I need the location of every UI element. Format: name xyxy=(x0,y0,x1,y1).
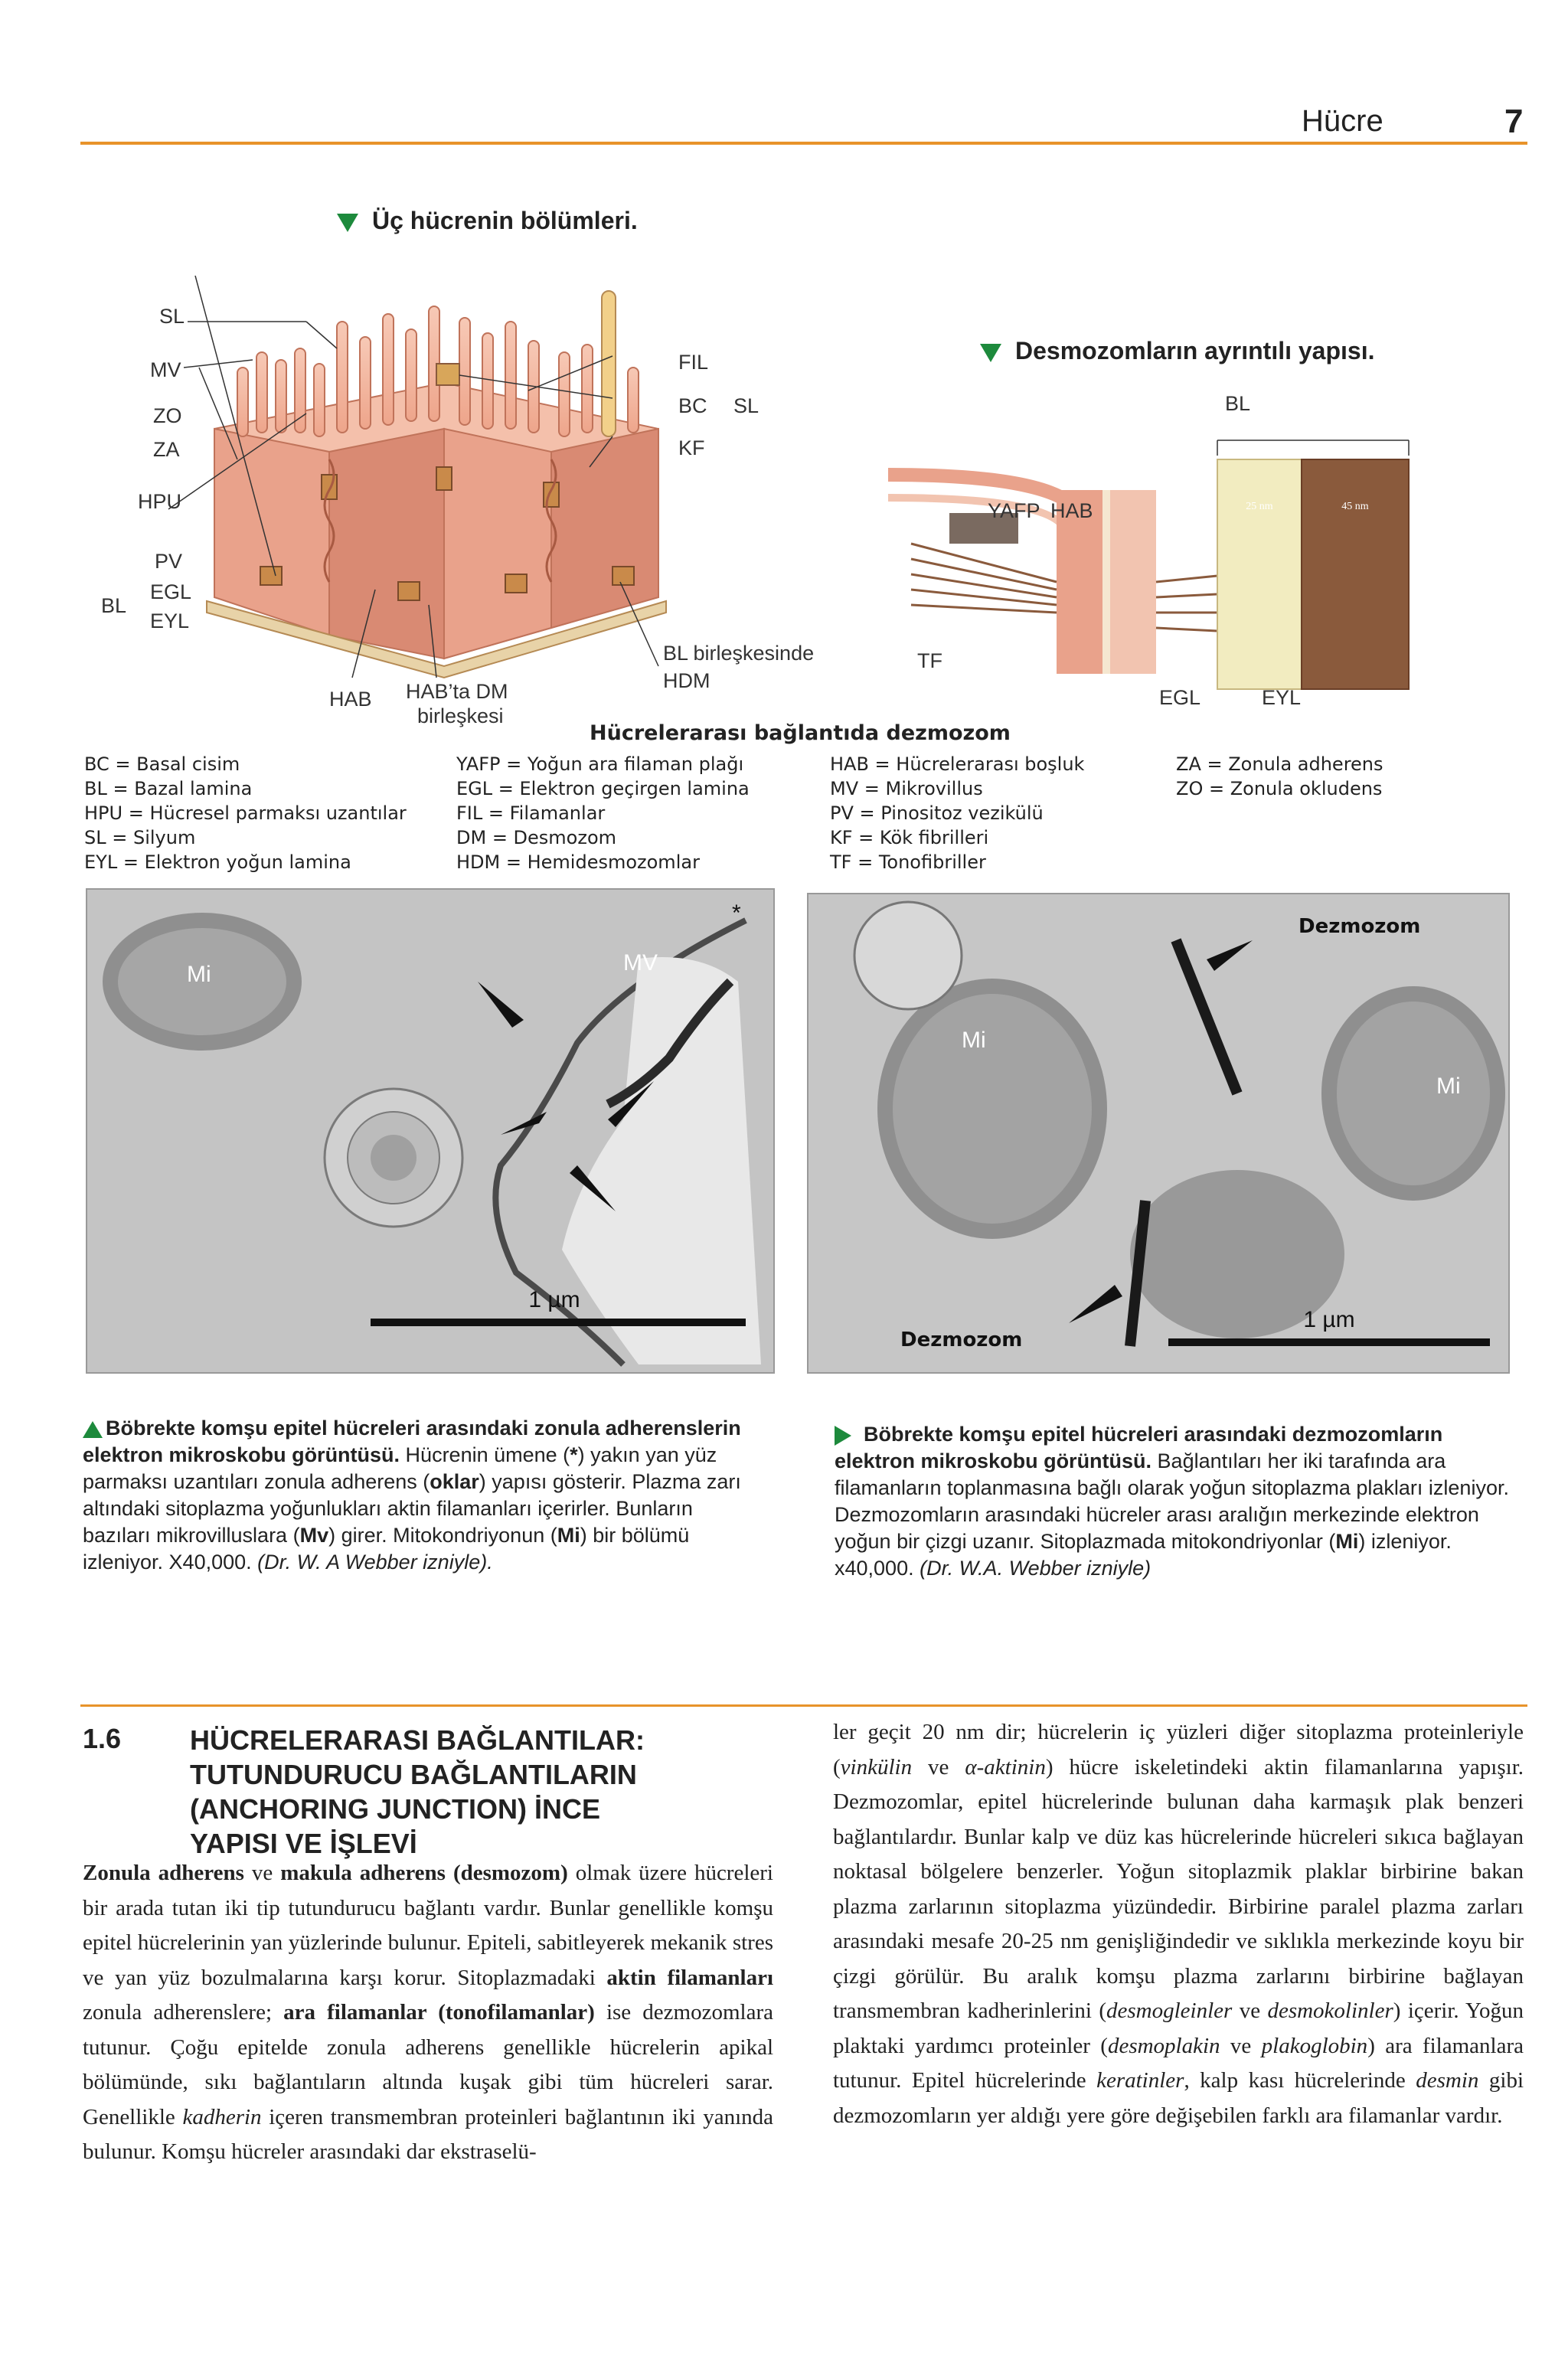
legend-item: HPU = Hücresel parmaksı uzantılar xyxy=(84,802,407,824)
label-za: ZA xyxy=(153,438,180,461)
caption-text: ) yakın yan yüz parmaksı uzantıları zonula adherens ( xyxy=(83,1443,717,1493)
legend-item: YAFP = Yoğun ara filaman plağı xyxy=(456,753,744,775)
caption-left-bold: Böbrekte komşu epitel hücreleri arasındaki zonula adherenslerin elektron mikroskobu görüntüsü. xyxy=(83,1417,741,1466)
label-mi-2: Mi xyxy=(1436,1074,1461,1099)
legend-col4 xyxy=(1176,752,1383,801)
body-column-left xyxy=(83,1856,773,2170)
label-pv: PV xyxy=(155,550,183,573)
width-label-25nm: 25 nm xyxy=(1246,501,1273,512)
section-rule xyxy=(80,1704,1527,1707)
legend-col2 xyxy=(456,752,750,874)
body-text: , kalp kası hücrelerinde xyxy=(1184,2068,1416,2093)
bold-term: aktin filamanları xyxy=(606,1965,773,1990)
label-bl-hdm-2: HDM xyxy=(663,669,710,692)
legend-item: ZA = Zonula adherens xyxy=(1176,753,1383,775)
legend-item: EYL = Elektron yoğun lamina xyxy=(84,851,351,873)
label-mi: Mi xyxy=(187,962,211,987)
italic-term: keratinler xyxy=(1096,2068,1184,2093)
legend-item: MV = Mikrovillus xyxy=(830,778,983,799)
body-paragraph xyxy=(83,1856,773,2170)
section-title-line: YAPISI VE İŞLEVİ xyxy=(190,1828,417,1859)
caption-left xyxy=(83,1415,764,1576)
section-title-line: TUTUNDURUCU BAĞLANTILARIN xyxy=(190,1759,637,1790)
label-star: * xyxy=(732,900,741,926)
label-fig2-hab: HAB xyxy=(1050,499,1093,522)
legend-item: KF = Kök fibrilleri xyxy=(830,827,989,848)
caption-text: ) izleniyor. x40,000. xyxy=(835,1530,1452,1580)
caption-credit: (Dr. W.A. Webber izniyle) xyxy=(920,1557,1152,1580)
legend-item: DM = Desmozom xyxy=(456,827,617,848)
running-header-title: Hücre xyxy=(1302,104,1383,138)
micrograph-image xyxy=(87,890,773,1372)
legend-item: FIL = Filamanlar xyxy=(456,802,606,824)
label-hab-dm-2: birleşkesi xyxy=(417,704,504,727)
label-bl: BL xyxy=(101,594,127,617)
body-column-right xyxy=(833,1715,1524,2133)
italic-term: α-aktinin xyxy=(965,1754,1046,1779)
label-yafp: YAFP xyxy=(988,499,1040,522)
triangle-down-icon xyxy=(337,214,358,232)
legend-item: BL = Bazal lamina xyxy=(84,778,253,799)
body-text: ) ara filamanlara tutunur. Epitel hücrelerinde xyxy=(833,2033,1524,2093)
bold-term: ara filamanlar (tonofilamanlar) xyxy=(283,2000,595,2025)
figure2-title-text: Desmozomların ayrıntılı yapısı. xyxy=(1015,337,1375,364)
caption-mi: Mi xyxy=(557,1524,580,1547)
body-text: gibi dezmozomların yer aldığı yere göre değişebilen farklı ara filamanlar vardır. xyxy=(833,2068,1524,2128)
italic-term: plakoglobin xyxy=(1261,2033,1368,2058)
label-sl-right: SL xyxy=(733,394,760,417)
caption-text: ) yapısı gösterir. Plazma zarı altındaki sitoplazma yoğunlukları aktin filamanları içerirler. Bunların bazıları mikrovilluslara ( xyxy=(83,1470,741,1547)
micrograph-desmosome xyxy=(807,893,1510,1374)
body-text: ) içerir. Yoğun plaktaki yardımcı proteinler ( xyxy=(833,1998,1524,2058)
body-text: olmak üzere hücreleri bir arada tutan iki tip tutundurucu bağlantı vardır. Bunlar genellikle komşu epitel hücrelerinin yan yüzlerinde bulunur. Epiteli, sabitleyerek mekanik stres ve yan yüz bozulmalarına karşı korur. Sitoplazmadaki xyxy=(83,1861,773,1990)
italic-term: kadherin xyxy=(182,2104,262,2129)
label-mi-1: Mi xyxy=(962,1028,986,1053)
micrograph-image xyxy=(808,894,1508,1372)
label-zo: ZO xyxy=(153,404,182,427)
section-title-line: HÜCRELERARASI BAĞLANTILAR: xyxy=(190,1724,645,1756)
triangle-up-icon xyxy=(83,1421,103,1438)
label-hpu: HPU xyxy=(138,490,182,513)
label-egl: EGL xyxy=(150,580,192,603)
caption-text: ) bir bölümü izleniyor. X40,000. xyxy=(83,1524,690,1574)
label-hab-dm-1: HAB’ta DM xyxy=(406,680,508,703)
figure2-caption: Hücrelerarası bağlantıda dezmozom xyxy=(590,721,1011,745)
cell-diagram xyxy=(107,276,766,704)
italic-term: desmogleinler xyxy=(1106,1998,1233,2023)
width-label-45nm: 45 nm xyxy=(1341,501,1369,512)
triangle-right-icon xyxy=(835,1426,851,1446)
scale-bar-label: 1 µm xyxy=(528,1287,580,1312)
caption-mv: Mv xyxy=(299,1524,329,1547)
micrograph-zonula-adherens xyxy=(86,888,775,1374)
legend-item: ZO = Zonula okludens xyxy=(1176,778,1383,799)
page-number: 7 xyxy=(1504,103,1524,140)
figure1-title-text: Üç hücrenin bölümleri. xyxy=(372,207,638,234)
label-dezmozom-bottom: Dezmozom xyxy=(900,1328,1023,1351)
body-text: ve xyxy=(1220,2033,1262,2058)
section-title-line: (ANCHORING JUNCTION) İNCE xyxy=(190,1793,600,1825)
caption-right-bold: Böbrekte komşu epitel hücreleri arasındaki dezmozomların elektron mikroskobu görüntüsü. xyxy=(835,1423,1443,1472)
body-text: içeren transmembran proteinleri bağlantının iki yanında bulunur. Komşu hücreler arasındaki dar ekstraselü- xyxy=(83,2104,773,2164)
label-eyl: EYL xyxy=(150,609,190,632)
legend-col3 xyxy=(830,752,1084,874)
italic-term: desmokolinler xyxy=(1267,1998,1393,2023)
body-text: ve xyxy=(1232,1998,1268,2023)
label-kf: KF xyxy=(678,436,705,459)
body-text: ise dezmozomlara tutunur. Çoğu epitelde zonula adherens genellikle hücrelerin apikal bölümünde, sıkı bağlantıların altında kuşak gibi tüm hücreleri sarar. Genellikle xyxy=(83,2000,773,2129)
body-text: ve xyxy=(243,1861,281,1885)
italic-term: vinkülin xyxy=(840,1754,913,1779)
body-text: ) hücre iskeletindeki aktin filamanlarına yapışır. Dezmozomlar, epitel hücrelerinde bulunan daha karmaşık plak benzeri bağlantılardır. Bunlar kalp ve düz kas hücrelerinde hücreleri sıkıca bağlayan noktasal bölgelere benzerler. Yoğun sitoplazmik plaklar birbirine bakan plazma zarlarının sitoplazma yüzündedir. Birbirine paralel plazma zarları arasındaki mesafe 20-25 nm genişliğindedir ve sıklıkla merkezinde koyu bir çizgi görülür. Bu aralık komşu plazma zarlarını birbirine bağlayan transmembran kadherinlerini ( xyxy=(833,1754,1524,2023)
scale-bar-label: 1 µm xyxy=(1303,1307,1355,1332)
italic-term: desmin xyxy=(1416,2068,1479,2093)
section-title xyxy=(190,1723,645,1861)
figure2-title xyxy=(980,337,1374,365)
triangle-down-icon xyxy=(980,344,1001,362)
label-fig2-egl: EGL xyxy=(1159,686,1201,709)
legend-item: HDM = Hemidesmozomlar xyxy=(456,851,700,873)
label-mv: MV xyxy=(150,358,181,381)
caption-text: ) girer. Mitokondriyonun ( xyxy=(328,1524,557,1547)
label-fig2-eyl: EYL xyxy=(1262,686,1302,709)
legend-col1 xyxy=(84,752,407,874)
caption-text: Hücrenin ümene ( xyxy=(400,1443,570,1466)
label-sl: SL xyxy=(159,305,185,328)
caption-star: * xyxy=(570,1443,578,1466)
label-fig2-bl: BL xyxy=(1225,392,1251,415)
body-paragraph xyxy=(833,1715,1524,2133)
label-bl-hdm-1: BL birleşkesinde xyxy=(663,642,815,665)
legend-item: PV = Pinositoz vezikülü xyxy=(830,802,1044,824)
header-rule xyxy=(80,142,1527,145)
label-fil: FIL xyxy=(678,351,709,374)
legend-item: EGL = Elektron geçirgen lamina xyxy=(456,778,750,799)
body-text: zonula adherenslere; xyxy=(83,2000,284,2025)
legend-item: SL = Silyum xyxy=(84,827,196,848)
bold-term: Zonula adherens xyxy=(83,1861,244,1885)
caption-mi: Mi xyxy=(1335,1530,1359,1553)
bold-term: makula adherens (desmozom) xyxy=(280,1861,568,1885)
caption-oklar: oklar xyxy=(430,1470,479,1493)
body-text: ve xyxy=(912,1754,965,1779)
label-tf: TF xyxy=(917,649,942,672)
figure1-title xyxy=(337,207,638,235)
legend-item: BC = Basal cisim xyxy=(84,753,240,775)
legend-item: HAB = Hücrelerarası boşluk xyxy=(830,753,1085,775)
label-mv: MV xyxy=(623,950,658,976)
caption-credit: (Dr. W. A Webber izniyle). xyxy=(257,1551,493,1574)
legend-item: TF = Tonofibriller xyxy=(830,851,986,873)
caption-right xyxy=(835,1421,1516,1582)
desmosome-diagram xyxy=(880,429,1508,704)
label-bc: BC xyxy=(678,394,707,417)
italic-term: desmoplakin xyxy=(1107,2033,1220,2058)
label-dezmozom-top: Dezmozom xyxy=(1298,915,1421,938)
label-hab: HAB xyxy=(329,688,372,711)
body-text: ler geçit 20 nm dir; hücrelerin iç yüzleri diğer sitoplazma proteinleriyle ( xyxy=(833,1720,1524,1779)
section-number: 1.6 xyxy=(83,1723,122,1754)
caption-text: Bağlantıları her iki tarafında ara filamanların toplanmasına bağlı olarak yoğun sitoplazma plakları izleniyor. Dezmozomların arasındaki hücreler arası aralığın merkezinde elektron yoğun bir çizgi uzanır. Sitoplazmada mitokondriyonlar ( xyxy=(835,1449,1509,1553)
